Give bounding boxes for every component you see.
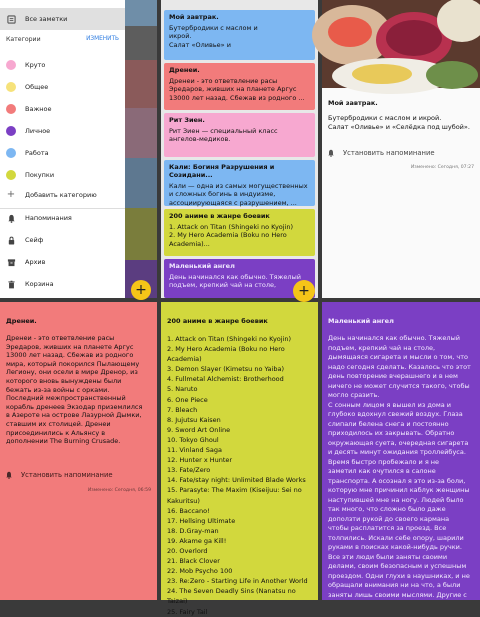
note-card-rit-zien[interactable]: Рит Зиен. Рит Зиен — специальный класс ангелов-медиков. — [164, 113, 315, 157]
bell-icon — [5, 471, 13, 479]
drawer-category-item[interactable] — [0, 54, 125, 76]
draenei-note-screen — [0, 302, 157, 600]
plus-icon: + — [6, 189, 16, 200]
set-reminder-button[interactable]: Установить напоминание — [5, 471, 113, 479]
category-color-dot — [6, 126, 16, 136]
notes-list-screen — [161, 0, 318, 298]
anime-list-line: 11. Vinland Saga — [167, 446, 222, 455]
note-body[interactable]: Бутербродики с маслом и икрой. Салат «Оливье» и «Селёдка под шубой». — [328, 114, 470, 131]
drawer-screen — [0, 0, 157, 298]
edited-timestamp: Изменено: Сегодня, 07:27 — [410, 165, 474, 170]
anime-list-line: 4. Fullmetal Alchemist: Brotherhood — [167, 375, 284, 384]
lock-icon — [6, 235, 16, 245]
drawer-item-reminders[interactable]: Напоминания — [0, 207, 125, 229]
note-title[interactable]: 200 аниме в жанре боевик — [167, 317, 268, 325]
anime-list-line: 6. One Piece — [167, 395, 208, 404]
categories-header: Категории ИЗМЕНИТЬ — [6, 36, 119, 43]
anime-list-line: 22. Mob Psycho 100 — [167, 567, 233, 576]
anime-list-line: 13. Fate/Zero — [167, 466, 211, 475]
anime-list-line: Academia) — [167, 355, 202, 364]
angel-note-screen — [322, 302, 480, 600]
note-card-breakfast[interactable]: Мой завтрак. Бутербродики с маслом и икрой. Салат «Оливье» и — [164, 10, 315, 60]
note-card-draenei[interactable]: Дренеи. Дренеи - это ответвление расы Эредаров, живших на планете Аргус 13000 лет назад. Сбежав из родного ... — [164, 63, 315, 110]
drawer-item-label: Все заметки — [25, 15, 68, 23]
anime-list-line: 10. Tokyo Ghoul — [167, 435, 219, 444]
drawer-category-item[interactable] — [0, 98, 125, 120]
note-card-anime[interactable]: 200 аниме в жанре боевик 1. Attack on Titan (Shingeki no Kyojin) 2. My Hero Academia (Boku no Hero Academia)... — [164, 209, 315, 256]
category-label: Круто — [25, 61, 46, 69]
edited-timestamp: Изменено: Сегодня, 06:59 — [87, 488, 151, 493]
note-card-kali[interactable]: Кали: Богиня Разрушения и Созидани... Кали — одна из самых могущественных и сложных богинь в индуизме, ассоциирующаяся с разрушением, ... — [164, 160, 315, 206]
drawer-item-archive[interactable]: Архив — [0, 251, 125, 273]
category-label: Важное — [25, 105, 52, 113]
anime-list-line: 1. Attack on Titan (Shingeki no Kyojin) — [167, 335, 292, 343]
anime-list-line: 25. Fairy Tail — [167, 607, 208, 616]
drawer-item-vault[interactable]: Сейф — [0, 229, 125, 251]
anime-list-line: 15. Parasyte: The Maxim (Kiseijuu: Sei no — [167, 486, 302, 495]
archive-icon — [6, 257, 16, 267]
category-label: Личное — [25, 127, 51, 135]
category-color-dot — [6, 170, 16, 180]
bell-icon — [6, 213, 16, 223]
anime-list-line: 7. Bleach — [167, 405, 198, 414]
note-body[interactable]: День начинался как обычно. Тяжелый подъем, крепкий чай на столе, дымящаяся сигарета и мысли о том, что надо сегодня сделать. Казалось что этот день повторение вчерашнего и в нем ничего не может случится такого, чтобы могло сразить. С сонным лицом я вышел из дома и глубоко вдохнул свежий воздух. Глаза слипали белена снега и постоянно приходилось их закрывать. Обратно окружающая суета, очередная сигарета и десять минут ожидания троллейбуса. Время быстро пробежало и я не заметил как очутился в салоне транспорта. А осознал я это из-за боли, которую мне причинил каблук женщины наступившей мне на ногу. Людей было так много, что сложно было даже доползти рукой до своего кармана чтобы расплатится за проезд. Все толпились. Искали себе опору, шарили руками в поисках какой-нибудь ручки. Все эти люди были заняты своими делами, своим безопасным и успешным проездом. Одни глухи в наушниках, и не обращали внимания ни на что, а были заняты лишь своими мыслями. Другие с — [328, 334, 471, 599]
bell-icon — [327, 149, 335, 157]
note-body[interactable] — [167, 334, 312, 617]
add-note-fab[interactable]: + — [293, 280, 315, 302]
drawer-item-all-notes[interactable] — [0, 8, 125, 30]
notes-icon — [6, 14, 16, 24]
category-label: Общее — [25, 83, 49, 91]
note-title[interactable]: Маленький ангел — [328, 317, 394, 325]
set-reminder-button[interactable]: Установить напоминание — [327, 149, 435, 157]
category-label: Работа — [25, 149, 49, 157]
anime-list-line: Taizai) — [167, 597, 188, 606]
add-note-fab[interactable]: + — [131, 280, 151, 300]
drawer-category-item[interactable] — [0, 76, 125, 98]
anime-note-screen — [161, 302, 318, 616]
category-color-dot — [6, 60, 16, 70]
drawer-item-trash[interactable]: Корзина — [0, 273, 125, 295]
anime-list-line: 9. Sword Art Online — [167, 425, 231, 434]
anime-list-line: Kakuritsu) — [167, 496, 200, 505]
anime-list-line: 23. Re:Zero - Starting Life in Another World — [167, 577, 308, 586]
note-title[interactable]: Мой завтрак. — [328, 99, 378, 107]
anime-list-line: 18. D.Gray-man — [167, 526, 219, 535]
anime-list-line: 20. Overlord — [167, 546, 208, 555]
anime-list-line: 21. Black Clover — [167, 557, 220, 566]
anime-list-line: 3. Demon Slayer (Kimetsu no Yaiba) — [167, 365, 284, 374]
anime-list-line: 8. Jujutsu Kaisen — [167, 415, 221, 424]
food-photo — [322, 0, 480, 88]
drawer-scrim[interactable] — [125, 0, 157, 298]
edit-categories-button[interactable]: ИЗМЕНИТЬ — [86, 36, 119, 42]
category-label: Покупки — [25, 171, 55, 179]
note-card-angel[interactable]: Маленький ангел День начинался как обычно. Тяжелый подъем, крепкий чай на столе, — [164, 259, 315, 298]
anime-list-line: 16. Baccano! — [167, 506, 210, 515]
note-body[interactable]: Дренеи - это ответвление расы Эредаров, живших на планете Аргус 13000 лет назад. Сбежав из родного мира, который покорился Пылающему Легиону, они осели в мире Дренор, из которого вновь вынуждены были бежать из-за войны с орками. Последний межпространственный корабль дренеев Экзодар приземлился в Азероте на острове Лазурной Дымки, ставшим их столицей. Дренеи присоединились к Альянсу в дополнении The Burning Crusade. — [6, 334, 143, 446]
anime-list-line: 5. Naruto — [167, 385, 198, 394]
anime-list-line: 24. The Seven Deadly Sins (Nanatsu no — [167, 587, 296, 596]
drawer-category-item[interactable] — [0, 120, 125, 142]
navigation-drawer — [0, 0, 125, 298]
anime-list-line: 2. My Hero Academia (Boku no Hero — [167, 345, 285, 354]
breakfast-note-screen — [322, 0, 480, 298]
anime-list-line: 14. Fate/stay night: Unlimited Blade Works — [167, 476, 306, 485]
anime-list-line: 17. Hellsing Ultimate — [167, 516, 236, 525]
drawer-category-item[interactable] — [0, 142, 125, 164]
note-title[interactable]: Дренеи. — [6, 317, 37, 325]
category-color-dot — [6, 104, 16, 114]
category-color-dot — [6, 82, 16, 92]
add-category-button[interactable]: + Добавить категорию — [6, 189, 97, 200]
trash-icon — [6, 279, 16, 289]
anime-list-line: 12. Hunter x Hunter — [167, 456, 233, 465]
drawer-category-item[interactable] — [0, 164, 125, 186]
category-color-dot — [6, 148, 16, 158]
anime-list-line: 19. Akame ga Kill! — [167, 536, 227, 545]
